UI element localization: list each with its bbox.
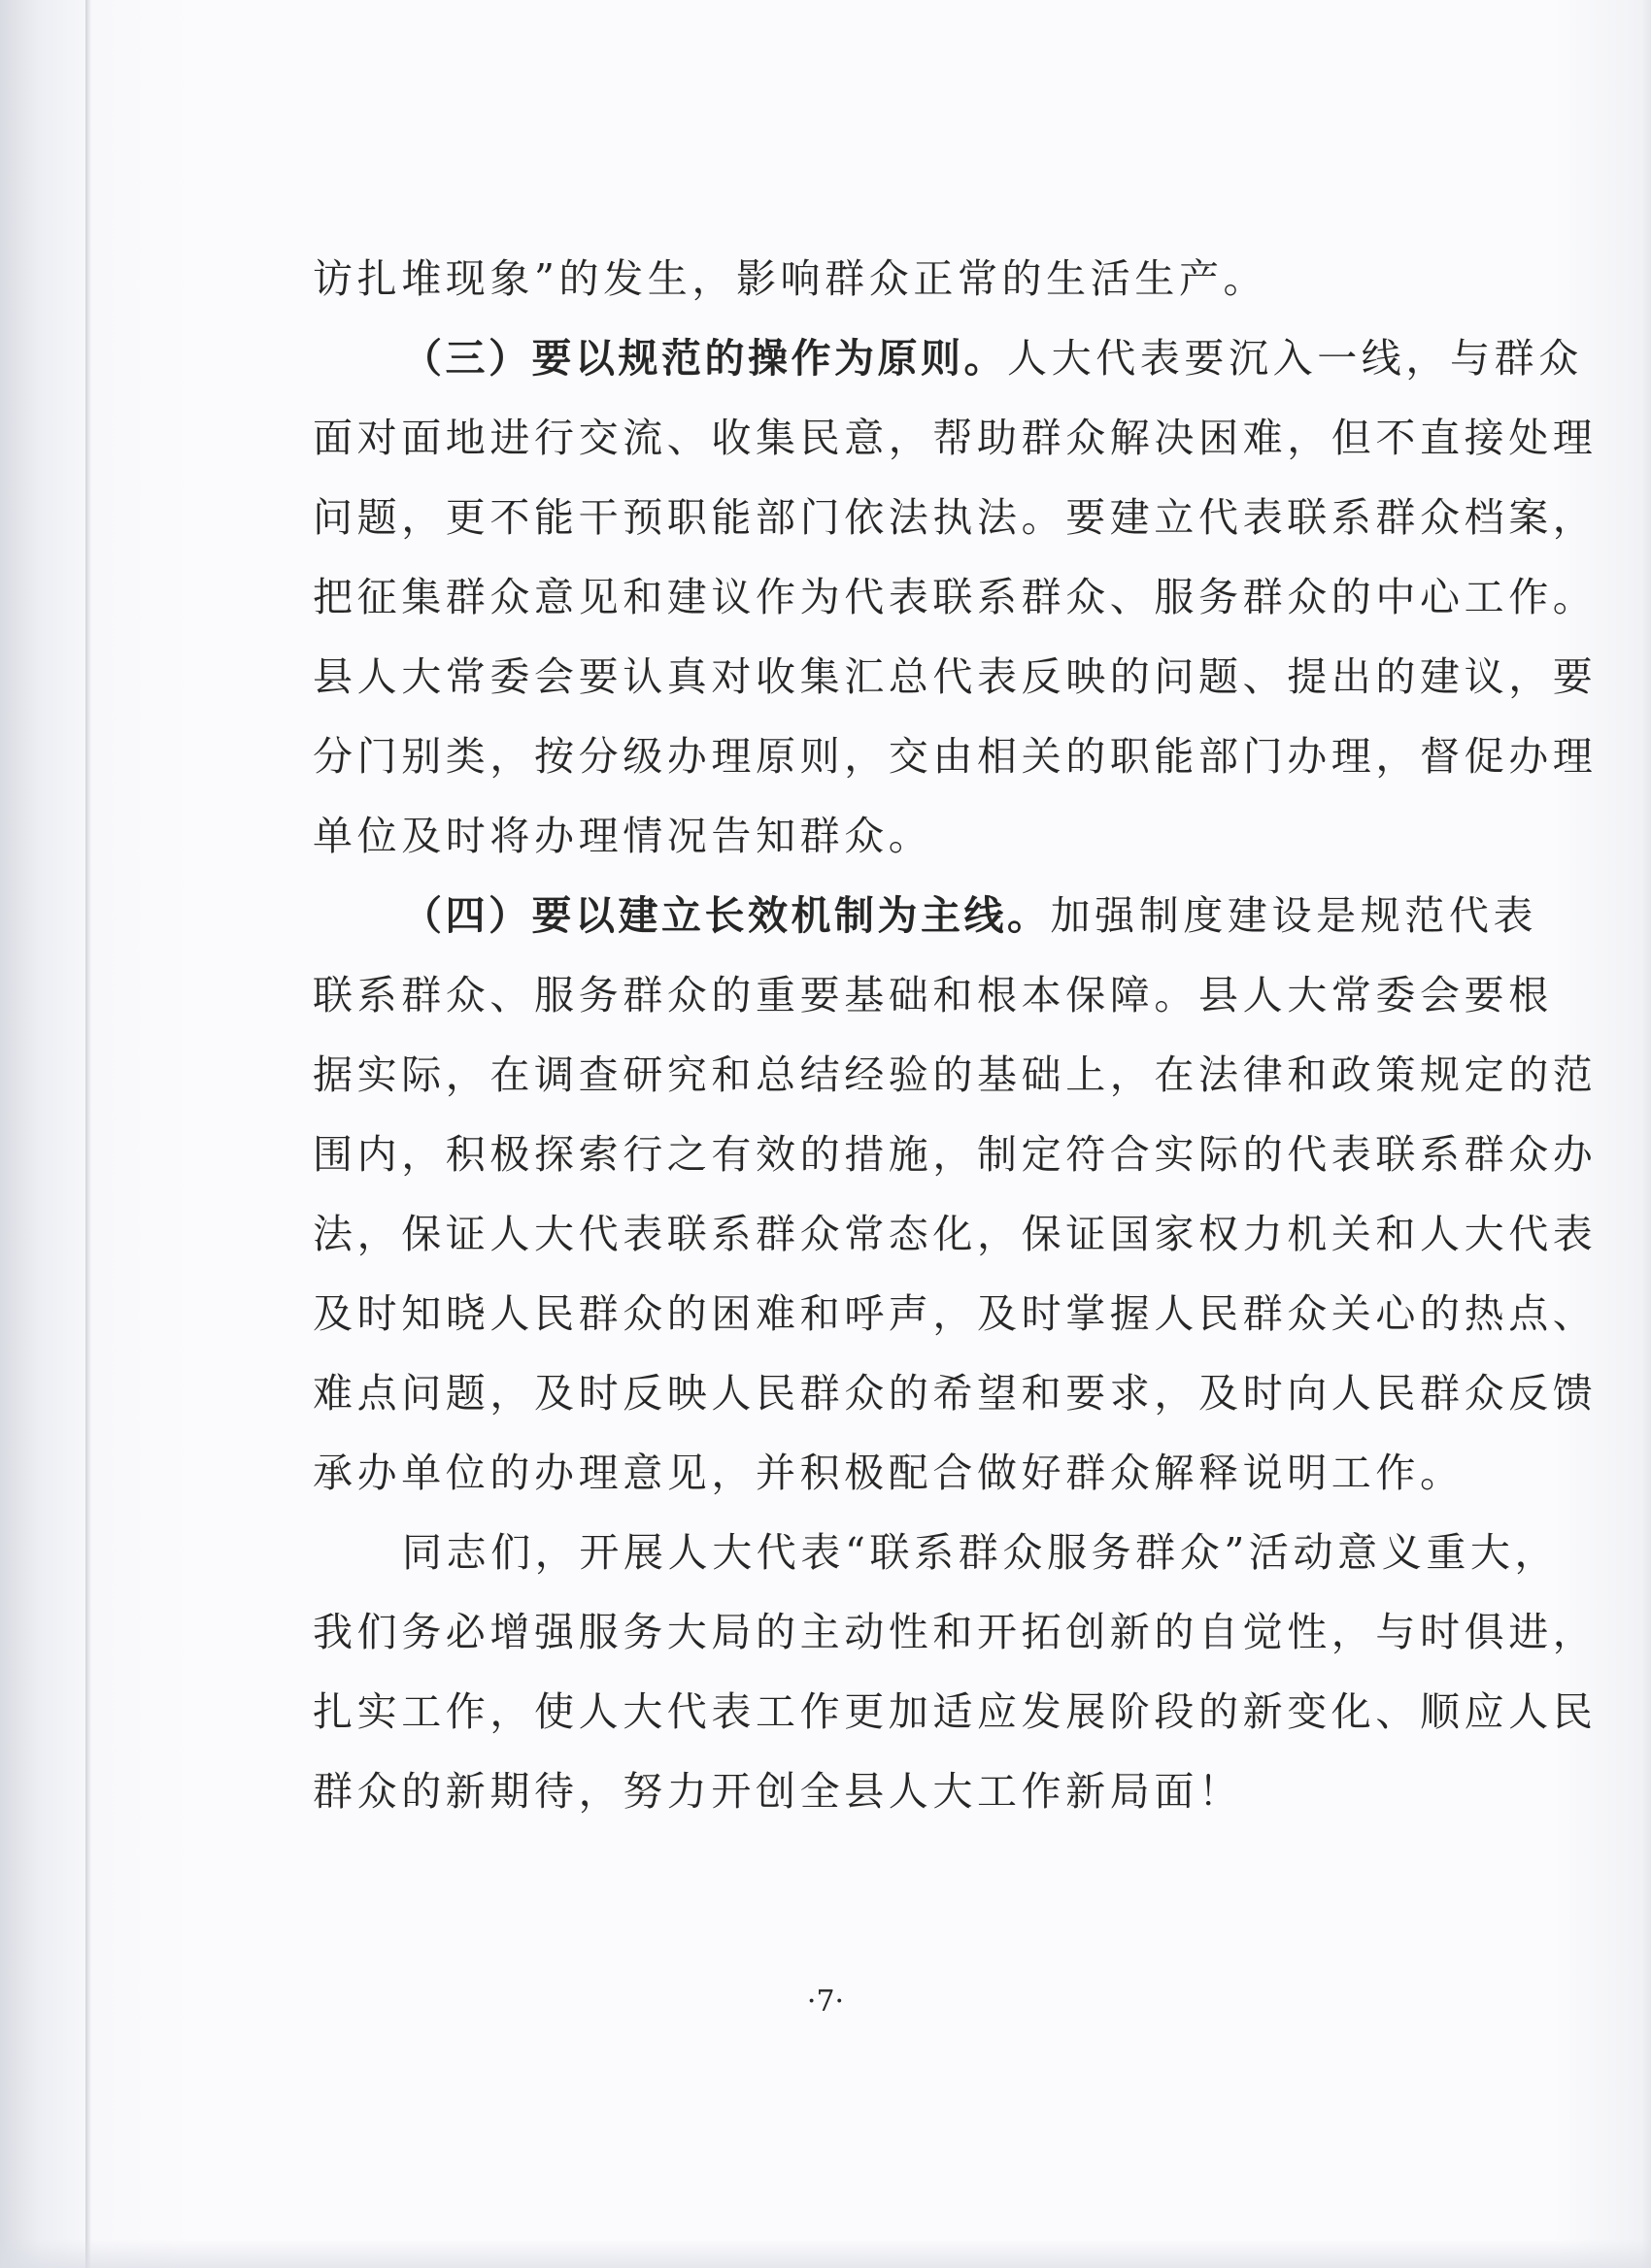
section-3-heading: （三）要以规范的操作为原则。 <box>402 335 1007 382</box>
binding-shadow <box>85 0 91 2268</box>
text-line: 把征集群众意见和建议作为代表联系群众、服务群众的中心工作。 <box>313 574 1598 620</box>
text-line: 难点问题，及时反映人民群众的希望和要求，及时向人民群众反馈 <box>313 1370 1598 1417</box>
text-line: 承办单位的办理意见，并积极配合做好群众解释说明工作。 <box>313 1450 1465 1496</box>
closing-paragraph-line: 同志们，开展人大代表“联系群众服务群众”活动意义重大， <box>402 1529 1560 1576</box>
text-line: 问题，更不能干预职能部门依法执法。要建立代表联系群众档案， <box>313 494 1598 541</box>
text-line: 单位及时将办理情况告知群众。 <box>313 813 933 859</box>
text-line: 我们务必增强服务大局的主动性和开拓创新的自觉性，与时俱进， <box>313 1609 1598 1655</box>
section-4-opening-line <box>313 876 1538 955</box>
page-bottom-edge <box>0 2239 1651 2268</box>
body-text <box>313 239 1598 1831</box>
text-line: 联系群众、服务群众的重要基础和根本保障。县人大常委会要根 <box>313 972 1553 1018</box>
text-line: 面对面地进行交流、收集民意，帮助群众解决困难，但不直接处理 <box>313 415 1598 461</box>
text-line: 县人大常委会要认真对收集汇总代表反映的问题、提出的建议，要 <box>313 653 1598 700</box>
text-line: 访扎堆现象”的发生，影响群众正常的生活生产。 <box>313 255 1268 302</box>
section-4-text: 加强制度建设是规范代表 <box>1050 892 1538 939</box>
text-line: 群众的新期待，努力开创全县人大工作新局面！ <box>313 1768 1243 1815</box>
text-line: 及时知晓人民群众的困难和呼声，及时掌握人民群众关心的热点、 <box>313 1290 1598 1337</box>
text-line: 分门别类，按分级办理原则，交由相关的职能部门办理，督促办理 <box>313 733 1598 780</box>
text-line: 法，保证人大代表联系群众常态化，保证国家权力机关和人大代表 <box>313 1211 1598 1257</box>
section-3-opening-line <box>313 318 1583 398</box>
text-line: 扎实工作，使人大代表工作更加适应发展阶段的新变化、顺应人民 <box>313 1688 1598 1735</box>
page-number: ·7· <box>806 1984 845 2018</box>
text-line: 围内，积极探索行之有效的措施，制定符合实际的代表联系群众办 <box>313 1131 1598 1178</box>
section-4-heading: （四）要以建立长效机制为主线。 <box>402 892 1051 939</box>
section-3-text: 人大代表要沉入一线，与群众 <box>1007 335 1583 382</box>
text-line: 据实际，在调查研究和总结经验的基础上，在法律和政策规定的范 <box>313 1051 1598 1098</box>
